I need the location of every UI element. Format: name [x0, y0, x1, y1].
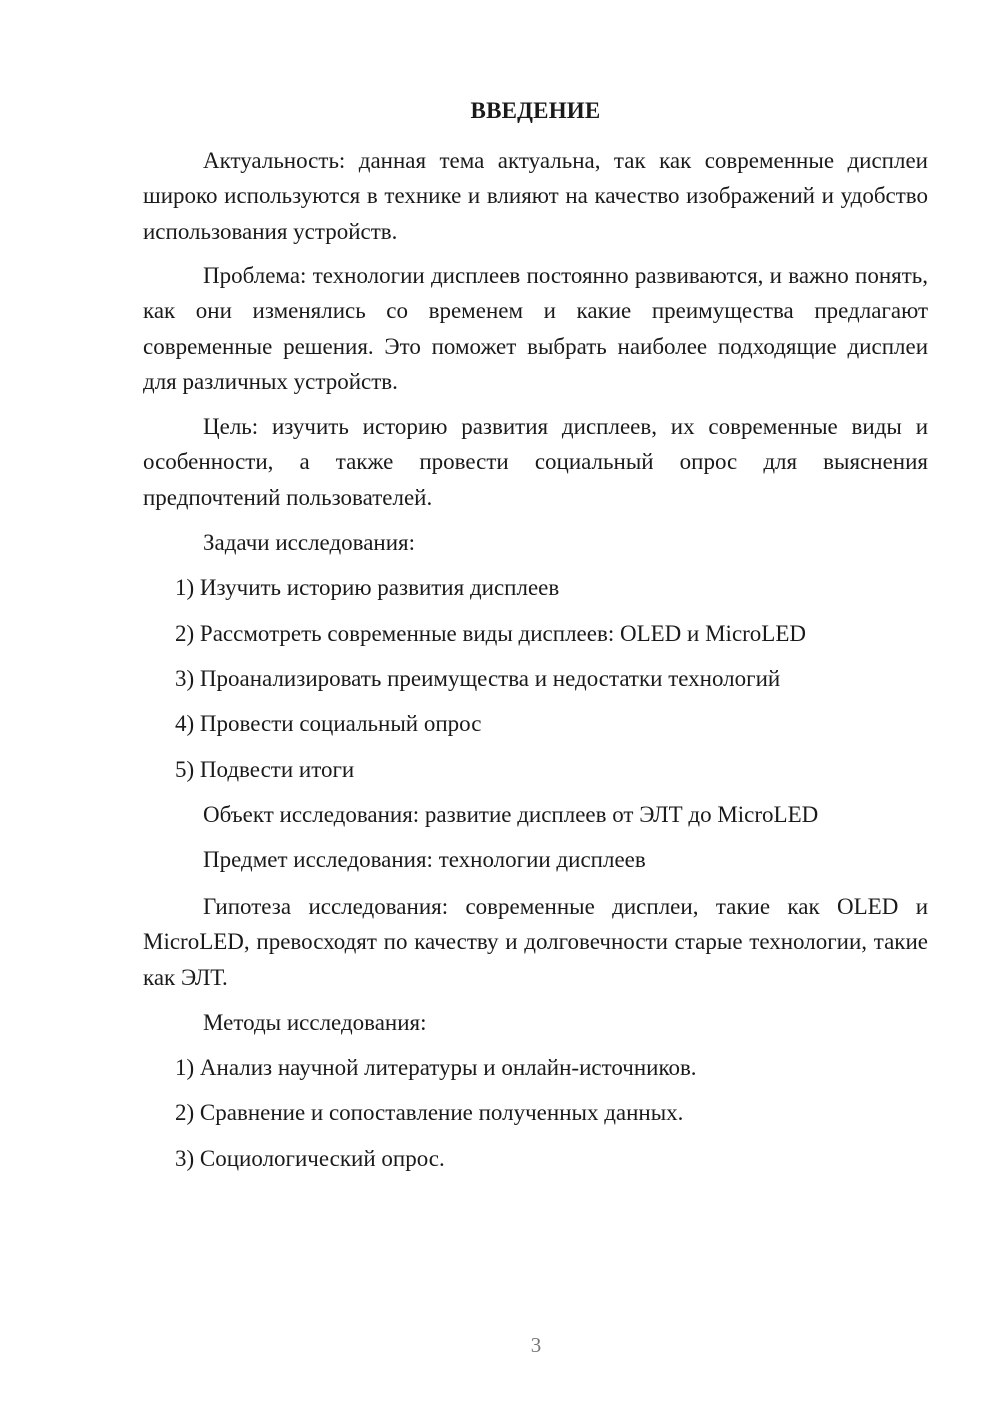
- method-item: 3) Социологический опрос.: [175, 1146, 445, 1171]
- research-object-line: Объект исследования: развитие дисплеев от ЭЛТ до MicroLED: [203, 802, 819, 827]
- task-item: 3) Проанализировать преимущества и недостатки технологий: [175, 666, 781, 691]
- relevance-paragraph: Актуальность: данная тема актуальна, так как современные дисплеи широко используются в технике и влияют на качество изображений и удобство использования устройств.: [143, 148, 928, 244]
- methods-title: Методы исследования:: [203, 1010, 427, 1035]
- task-item: 2) Рассмотреть современные виды дисплеев: OLED и MicroLED: [175, 621, 807, 646]
- problem-paragraph: Проблема: технологии дисплеев постоянно развиваются, и важно понять, как они изменялись со временем и какие преимущества предлагают современные решения. Это поможет выбрать наиболее подходящие дисплеи для различных устройств.: [143, 263, 928, 394]
- research-subject-line: Предмет исследования: технологии дисплеев: [203, 847, 646, 872]
- goal-paragraph: Цель: изучить историю развития дисплеев, их современные виды и особенности, а также провести социальный опрос для выяснения предпочтений пользователей.: [143, 414, 928, 510]
- task-item: 5) Подвести итоги: [175, 757, 355, 782]
- hypothesis-paragraph: Гипотеза исследования: современные дисплеи, такие как OLED и MicroLED, превосходят по качеству и долговечности старые технологии, такие как ЭЛТ.: [143, 894, 928, 990]
- task-item: 1) Изучить историю развития дисплеев: [175, 575, 560, 600]
- tasks-title: Задачи исследования:: [203, 530, 416, 555]
- task-item: 4) Провести социальный опрос: [175, 711, 482, 736]
- method-item: 1) Анализ научной литературы и онлайн-источников.: [175, 1055, 697, 1080]
- page-number: 3: [530, 1333, 542, 1357]
- section-heading: ВВЕДЕНИЕ: [470, 98, 601, 123]
- method-item: 2) Сравнение и сопоставление полученных данных.: [175, 1100, 684, 1125]
